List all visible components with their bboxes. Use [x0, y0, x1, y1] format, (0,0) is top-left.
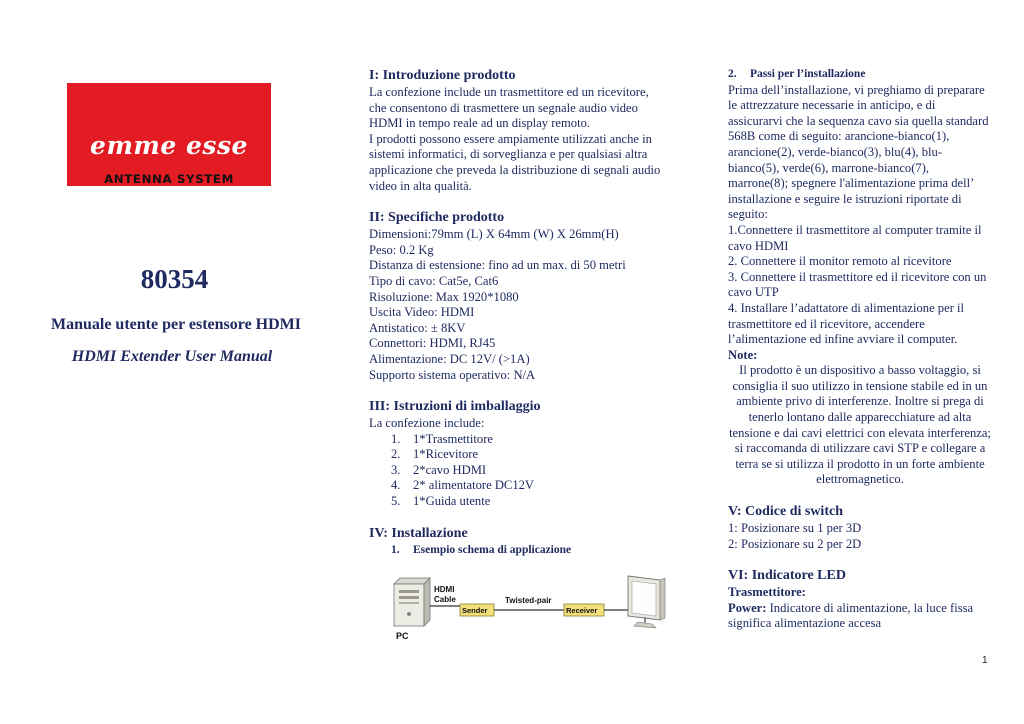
install-heading: IV: Installazione	[369, 525, 468, 541]
intro-paragraph-1: La confezione include un trasmettitore ed un ricevitore, che consentono di trasmettere un segnale audio video HDMI in tempo reale ad un display remoto.	[369, 85, 649, 131]
page-number: 1	[982, 655, 988, 666]
spec-item: Tipo di cavo: Cat5e, Cat6	[369, 273, 499, 288]
list-item: 1. 1*Trasmettitore	[391, 431, 493, 446]
brand-tagline: ANTENNA SYSTEM	[104, 172, 234, 186]
spec-item: Uscita Video: HDMI	[369, 305, 475, 320]
spec-item: Distanza di estensione: fino ad un max. di 50 metri	[369, 258, 626, 273]
list-item: 4. 2* alimentatore DC12V	[391, 478, 535, 493]
install-step: 2. Connettere il monitor remoto al ricevitore	[728, 254, 952, 269]
list-item: 2. 1*Ricevitore	[391, 447, 479, 462]
install-step: 4. Installare l’adattatore di alimentazione per il trasmettitore ed il ricevitore, accendere l’alimentazione ed infine avviare il computer.	[728, 300, 965, 347]
packing-list	[391, 432, 661, 510]
sender-label: Sender	[462, 606, 488, 615]
specs-list	[369, 227, 661, 383]
application-diagram	[390, 570, 670, 642]
packing-heading: III: Istruzioni di imballaggio	[369, 399, 541, 415]
specs-heading: II: Specifiche prodotto	[369, 210, 505, 226]
hdmi-label: HDMI	[434, 585, 455, 594]
switch-heading: V: Codice di switch	[728, 504, 843, 520]
list-item: 5. 1*Guida utente	[391, 494, 491, 509]
intro-heading: I: Introduzione prodotto	[369, 68, 516, 83]
twisted-pair-label: Twisted-pair	[505, 596, 552, 605]
list-item: 3. 2*cavo HDMI	[391, 462, 487, 477]
manual-title-en: HDMI Extender User Manual	[71, 348, 273, 365]
spec-item: Peso: 0.2 Kg	[369, 242, 434, 257]
spec-item: Alimentazione: DC 12V/ (>1A)	[369, 351, 530, 366]
pc-tower-icon	[394, 578, 430, 626]
install-sub-2: 2. Passi per l’installazione	[728, 68, 866, 80]
spec-item: Risoluzione: Max 1920*1080	[369, 289, 519, 304]
led-transmitter-label: Trasmettitore:	[728, 585, 806, 600]
cable-label: Cable	[434, 595, 456, 604]
brand-logo	[67, 83, 271, 186]
switch-item: 1: Posizionare su 1 per 3D	[728, 521, 862, 536]
install-step: 3. Connettere il trasmettitore ed il ricevitore con un cavo UTP	[728, 269, 987, 300]
switch-item: 2: Posizionare su 2 per 2D	[728, 536, 862, 551]
spec-item: Antistatico: ± 8KV	[369, 320, 466, 335]
led-heading: VI: Indicatore LED	[728, 568, 846, 584]
brand-logo-name: emme esse	[90, 131, 248, 160]
note-label: Note:	[728, 347, 758, 362]
pc-label: PC	[396, 631, 409, 641]
install-intro: Prima dell’installazione, vi preghiamo di preparare le attrezzature necessarie in anticipo, e di assicurarvi che la sequenza cavo sia quella standard 568B come di seguito: arancione-bianco(1), arancione(2), verde-bianco(3), blu(4), blu-bianco(5), verde(6), marrone-bianco(7), marrone(8); spegnere l'alimentazione prima dell’ installazione e seguire le istruzioni riportate di seguito:	[728, 82, 989, 222]
note-text: Il prodotto è un dispositivo a basso voltaggio, si consiglia il suo utilizzo in tensione stabile ed in un ambiente privo di interferenze. Inoltre si prega di tenerlo lontano dalle apparecchiature ad alta tensione e dai cavi elettrici con elevata interferenza; si raccomanda di utilizzare cavi STP e collegare a terra se si utilizza il prodotto in un forte ambiente elettromagnetico.	[729, 363, 991, 487]
middle-column	[369, 67, 661, 558]
receiver-label: Receiver	[566, 606, 598, 615]
power-label: Power:	[728, 600, 767, 615]
spec-item: Connettori: HDMI, RJ45	[369, 336, 496, 351]
spec-item: Dimensioni:79mm (L) X 64mm (W) X 26mm(H)	[369, 227, 619, 242]
install-sub-1: 1. Esempio schema di applicazione	[391, 543, 572, 556]
power-text: Indicatore di alimentazione, la luce fissa significa alimentazione accesa	[728, 600, 974, 631]
product-code: 80354	[140, 264, 209, 294]
monitor-icon	[628, 576, 665, 628]
right-column	[728, 67, 992, 632]
led-power-line	[728, 601, 992, 632]
spec-item: Supporto sistema operativo: N/A	[369, 367, 536, 382]
intro-paragraph-2: I prodotti possono essere ampiamente utilizzati anche in sistemi informatici, di sorveglianza e per qualsiasi altra applicazione che preveda la distribuzione di segnali audio video in alta qualità.	[369, 131, 661, 193]
packing-intro: La confezione include:	[369, 416, 485, 431]
manual-title-it: Manuale utente per estensore HDMI	[50, 316, 302, 333]
install-step: 1.Connettere il trasmettitore al computer tramite il cavo HDMI	[728, 222, 982, 253]
